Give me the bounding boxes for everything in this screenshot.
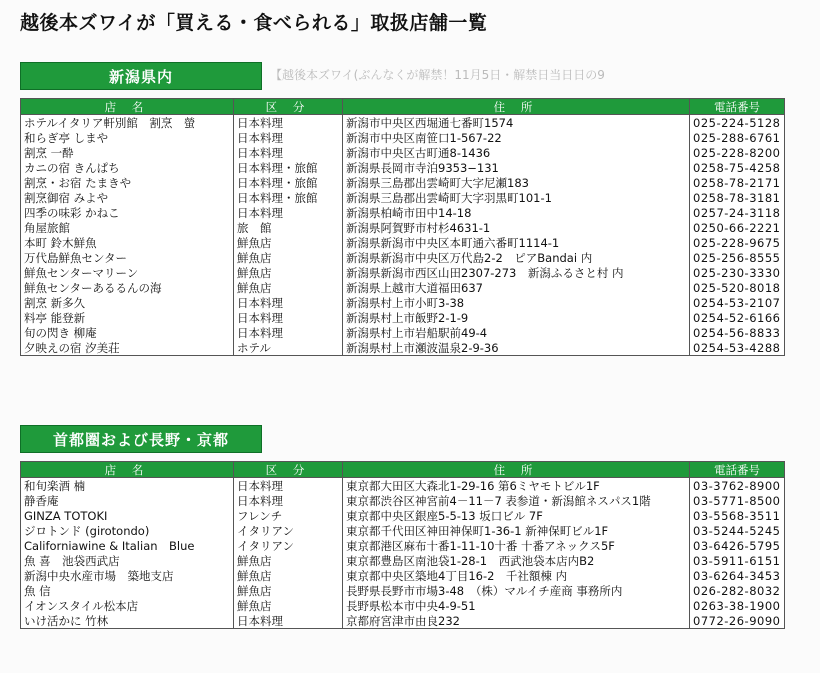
table-row	[21, 175, 785, 190]
header-category: 区 分	[234, 462, 343, 478]
table-row	[21, 160, 785, 175]
phone-cell: 0254-56-8833	[690, 325, 785, 340]
table-row	[21, 280, 785, 295]
phone-cell: 025-230-3330	[690, 265, 785, 280]
address-cell: 新潟県阿賀野市村杉4631-1	[343, 220, 690, 235]
header-category: 区 分	[234, 99, 343, 115]
address-cell: 新潟県三島郡出雲崎町大字尼瀬183	[343, 175, 690, 190]
store-name-cell: Californiawine & Italian Blue	[21, 538, 234, 553]
store-name-cell: 夕映えの宿 汐美荘	[21, 340, 234, 356]
phone-cell: 03-5244-5245	[690, 523, 785, 538]
store-name-cell: 静香庵	[21, 493, 234, 508]
address-cell: 京都府宮津市由良232	[343, 613, 690, 629]
header-store-name: 店 名	[21, 462, 234, 478]
address-cell: 新潟市中央区西堀通七番町1574	[343, 115, 690, 131]
store-name-cell: 料亭 能登新	[21, 310, 234, 325]
phone-cell: 0254-52-6166	[690, 310, 785, 325]
category-cell: イタリアン	[234, 523, 343, 538]
store-name-cell: 鮮魚センターマリーン	[21, 265, 234, 280]
category-cell: フレンチ	[234, 508, 343, 523]
address-cell: 新潟県長岡市寺泊9353−131	[343, 160, 690, 175]
phone-cell: 0254-53-4288	[690, 340, 785, 356]
phone-cell: 03-5568-3511	[690, 508, 785, 523]
table-row	[21, 553, 785, 568]
table-row	[21, 220, 785, 235]
table-row	[21, 235, 785, 250]
table-row	[21, 493, 785, 508]
faint-background-text: 【越後本ズワイ(ぶんなくが解禁！11月5日・解禁日当日日の9	[270, 68, 605, 82]
table-header-row	[21, 99, 785, 115]
address-cell: 新潟県三島郡出雲崎町大字羽黒町101-1	[343, 190, 690, 205]
address-cell: 新潟県柏崎市田中14-18	[343, 205, 690, 220]
category-cell: 日本料理	[234, 310, 343, 325]
store-name-cell: カニの宿 きんぱち	[21, 160, 234, 175]
phone-cell: 026-282-8032	[690, 583, 785, 598]
address-cell: 新潟県村上市飯野2-1-9	[343, 310, 690, 325]
table-row	[21, 205, 785, 220]
table-row	[21, 523, 785, 538]
phone-cell: 03-5911-6151	[690, 553, 785, 568]
store-name-cell: ホテルイタリア軒別館 割烹 螢	[21, 115, 234, 131]
phone-cell: 0258-78-2171	[690, 175, 785, 190]
store-name-cell: いけ活かに 竹林	[21, 613, 234, 629]
category-cell: ホテル	[234, 340, 343, 356]
table-row	[21, 145, 785, 160]
address-cell: 東京都千代田区神田神保町1-36-1 新神保町ビル1F	[343, 523, 690, 538]
store-name-cell: 鮮魚センターあるるんの海	[21, 280, 234, 295]
address-cell: 長野県松本市中央4-9-51	[343, 598, 690, 613]
phone-cell: 025-256-8555	[690, 250, 785, 265]
header-address: 住 所	[343, 99, 690, 115]
phone-cell: 03-5771-8500	[690, 493, 785, 508]
category-cell: 鮮魚店	[234, 568, 343, 583]
category-cell: 日本料理	[234, 115, 343, 131]
phone-cell: 0258-75-4258	[690, 160, 785, 175]
category-cell: 日本料理	[234, 145, 343, 160]
store-name-cell: 割烹御宿 みよや	[21, 190, 234, 205]
store-name-cell: 新潟中央水産市場 築地支店	[21, 568, 234, 583]
store-name-cell: 魚 信	[21, 583, 234, 598]
table-row	[21, 325, 785, 340]
category-cell: 鮮魚店	[234, 280, 343, 295]
category-cell: 鮮魚店	[234, 553, 343, 568]
address-cell: 新潟市中央区南笹口1-567-22	[343, 130, 690, 145]
store-table-niigata	[20, 98, 785, 356]
address-cell: 東京都港区麻布十番1-11-10十番 十番アネックス5F	[343, 538, 690, 553]
phone-cell: 0257-24-3118	[690, 205, 785, 220]
table-row	[21, 250, 785, 265]
phone-cell: 0772-26-9090	[690, 613, 785, 629]
page-title: 越後本ズワイが「買える・食べられる」取扱店舗一覧	[20, 12, 488, 34]
table-row	[21, 295, 785, 310]
address-cell: 東京都大田区大森北1-29-16 第6ミヤモトビル1F	[343, 478, 690, 494]
store-name-cell: 割烹 新多久	[21, 295, 234, 310]
store-name-cell: 割烹 一酔	[21, 145, 234, 160]
address-cell: 東京都中央区築地4丁目16-2 千社額棟 内	[343, 568, 690, 583]
phone-cell: 025-288-6761	[690, 130, 785, 145]
phone-cell: 03-3762-8900	[690, 478, 785, 494]
address-cell: 東京都中央区銀座5-5-13 坂口ビル 7F	[343, 508, 690, 523]
address-cell: 新潟県村上市小町3-38	[343, 295, 690, 310]
address-cell: 新潟県村上市岩船駅前49-4	[343, 325, 690, 340]
category-cell: 日本料理・旅館	[234, 160, 343, 175]
category-cell: 日本料理	[234, 295, 343, 310]
table-header-row	[21, 462, 785, 478]
table-row	[21, 613, 785, 629]
store-name-cell: GINZA TOTOKI	[21, 508, 234, 523]
phone-cell: 025-520-8018	[690, 280, 785, 295]
category-cell: 日本料理・旅館	[234, 175, 343, 190]
address-cell: 新潟市中央区古町通8-1436	[343, 145, 690, 160]
table-row	[21, 310, 785, 325]
phone-cell: 0250-66-2221	[690, 220, 785, 235]
store-name-cell: 角屋旅館	[21, 220, 234, 235]
header-store-name: 店 名	[21, 99, 234, 115]
table-row	[21, 115, 785, 131]
address-cell: 新潟県新潟市中央区万代島2-2 ピアBandai 内	[343, 250, 690, 265]
category-cell: 鮮魚店	[234, 265, 343, 280]
store-name-cell: 魚 喜 池袋西武店	[21, 553, 234, 568]
store-name-cell: 和らぎ亭 しまや	[21, 130, 234, 145]
phone-cell: 025-224-5128	[690, 115, 785, 131]
category-cell: 鮮魚店	[234, 235, 343, 250]
address-cell: 新潟県村上市瀬波温泉2-9-36	[343, 340, 690, 356]
table-row	[21, 190, 785, 205]
store-name-cell: 和旬楽酒 楠	[21, 478, 234, 494]
table-row	[21, 265, 785, 280]
section-label-tokyo-nagano-kyoto: 首都圏および長野・京都	[20, 425, 262, 453]
category-cell: 日本料理・旅館	[234, 190, 343, 205]
header-phone: 電話番号	[690, 462, 785, 478]
phone-cell: 0254-53-2107	[690, 295, 785, 310]
phone-cell: 0258-78-3181	[690, 190, 785, 205]
store-name-cell: イオンスタイル松本店	[21, 598, 234, 613]
phone-cell: 03-6264-3453	[690, 568, 785, 583]
category-cell: 日本料理	[234, 478, 343, 494]
store-name-cell: 本町 鈴木鮮魚	[21, 235, 234, 250]
category-cell: 日本料理	[234, 130, 343, 145]
store-name-cell: ジロトンド (girotondo)	[21, 523, 234, 538]
phone-cell: 03-6426-5795	[690, 538, 785, 553]
phone-cell: 025-228-8200	[690, 145, 785, 160]
category-cell: 鮮魚店	[234, 250, 343, 265]
table-row	[21, 508, 785, 523]
address-cell: 新潟県新潟市中央区本町通六番町1114-1	[343, 235, 690, 250]
header-address: 住 所	[343, 462, 690, 478]
section-label-niigata: 新潟県内	[20, 62, 262, 90]
table-row	[21, 568, 785, 583]
address-cell: 東京都豊島区南池袋1-28-1 西武池袋本店内B2	[343, 553, 690, 568]
category-cell: 日本料理	[234, 205, 343, 220]
address-cell: 長野県長野市市場3-48 （株）マルイチ産商 事務所内	[343, 583, 690, 598]
address-cell: 新潟県上越市大道福田637	[343, 280, 690, 295]
table-row	[21, 583, 785, 598]
table-row	[21, 478, 785, 494]
store-name-cell: 四季の味彩 かねこ	[21, 205, 234, 220]
table-row	[21, 340, 785, 356]
phone-cell: 0263-38-1900	[690, 598, 785, 613]
store-name-cell: 万代島鮮魚センター	[21, 250, 234, 265]
category-cell: イタリアン	[234, 538, 343, 553]
category-cell: 旅 館	[234, 220, 343, 235]
header-phone: 電話番号	[690, 99, 785, 115]
category-cell: 鮮魚店	[234, 583, 343, 598]
store-name-cell: 旬の閃き 柳庵	[21, 325, 234, 340]
phone-cell: 025-228-9675	[690, 235, 785, 250]
address-cell: 東京都渋谷区神宮前4－11－7 表参道・新潟館ネスパス1階	[343, 493, 690, 508]
category-cell: 鮮魚店	[234, 598, 343, 613]
category-cell: 日本料理	[234, 613, 343, 629]
table-row	[21, 130, 785, 145]
store-name-cell: 割烹・お宿 たまきや	[21, 175, 234, 190]
address-cell: 新潟県新潟市西区山田2307-273 新潟ふるさと村 内	[343, 265, 690, 280]
table-row	[21, 538, 785, 553]
store-table-tokyo-nagano-kyoto	[20, 461, 785, 629]
category-cell: 日本料理	[234, 325, 343, 340]
table-row	[21, 598, 785, 613]
category-cell: 日本料理	[234, 493, 343, 508]
